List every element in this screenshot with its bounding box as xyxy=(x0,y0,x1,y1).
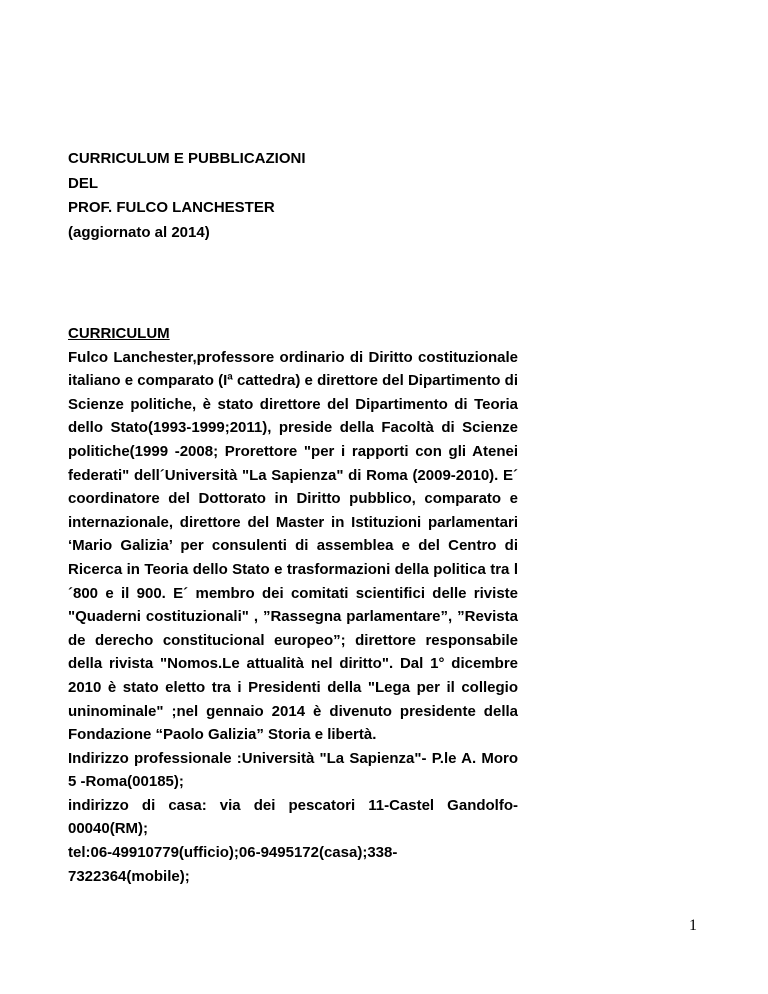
page-number: 1 xyxy=(689,917,697,934)
heading-del: DEL xyxy=(68,174,98,192)
home-address: indirizzo di casa: via dei pescatori 11-Castel Gandolfo-00040(RM); xyxy=(68,796,518,838)
phone-numbers: tel:06-49910779(ufficio);06-9495172(casa);338-7322364(mobile); xyxy=(68,844,398,885)
curriculum-bio: Fulco Lanchester,professore ordinario di Diritto costituzionale italiano e comparato (Iª cattedra) e direttore del Dipartimento di Scienze politiche, è stato direttore del Dipartimento di Teoria dello Stato(1993-1999;2011), preside della Facoltà di Scienze politiche(1999 -2008; Prorettore "per i rapporti con gli Atenei federati" dell´Università "La Sapienza" di Roma (2009-2010). E´ coordinatore del Dottorato in Diritto pubblico, comparato e internazionale, direttore del Master in Istituzioni parlamentari ‘Mario Galizia’ per consulenti di assemblea e del Centro di Ricerca in Teoria dello Stato e trasformazioni della politica tra l´800 e il 900. E´ membro dei comitati scientifici delle riviste "Quaderni costituzionali" , ”Rassegna parlamentare”, ”Revista de derecho constitucional europeo”; direttore responsabile della rivista "Nomos.Le attualità nel diritto". Dal 1° dicembre 2010 è stato eletto tra i Presidenti della "Lega per il collegio uninominale" ;nel gennaio 2014 è divenuto presidente della Fondazione “Paolo Galizia” Storia e libertà. xyxy=(68,348,518,744)
document-heading xyxy=(68,147,306,245)
heading-title: CURRICULUM E PUBBLICAZIONI xyxy=(68,150,306,167)
curriculum-section xyxy=(68,322,518,888)
work-address: Indirizzo professionale :Università "La Sapienza"- P.le A. Moro 5 -Roma(00185); xyxy=(68,749,518,791)
heading-updated: (aggiornato al 2014) xyxy=(68,223,210,241)
heading-author: PROF. FULCO LANCHESTER xyxy=(68,199,275,216)
curriculum-title: CURRICULUM xyxy=(68,325,170,342)
